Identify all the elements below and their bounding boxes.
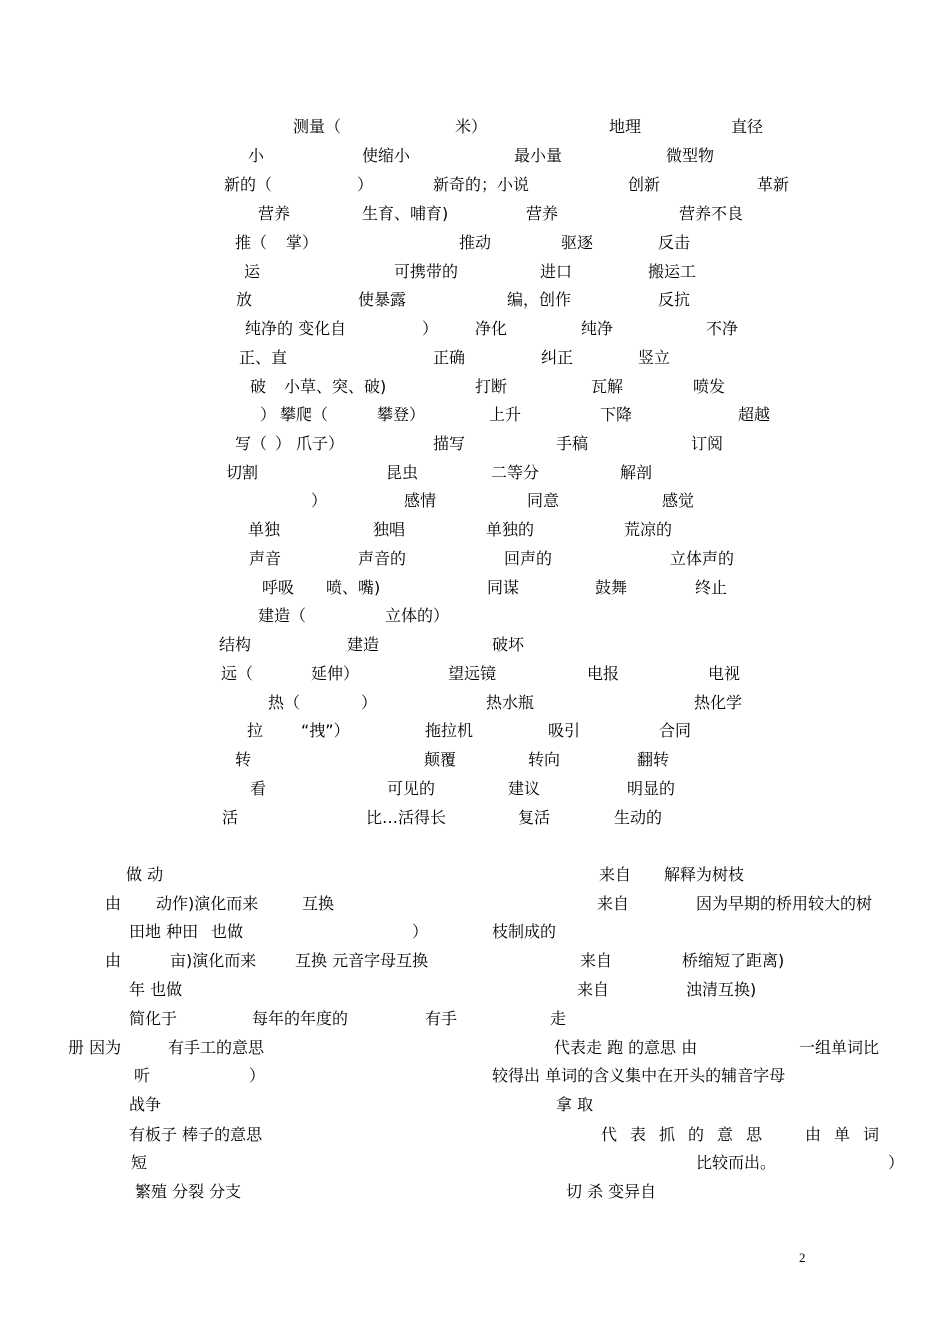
table-cell: 合同: [659, 721, 692, 740]
table-cell: 手稿: [556, 434, 589, 453]
table-cell: ）: [357, 175, 374, 194]
table-cell: 感情: [404, 491, 437, 510]
page-number: 2: [799, 1250, 806, 1265]
table-cell: ）: [260, 405, 277, 424]
table-cell: 写（: [235, 434, 268, 453]
note-text: ）: [249, 1066, 266, 1085]
table-cell: 米）: [455, 117, 488, 136]
table-cell: 正、直: [239, 348, 288, 367]
table-cell: 可见的: [387, 779, 436, 798]
table-cell: 营养: [526, 204, 559, 223]
table-cell: 瓦解: [591, 377, 624, 396]
table-cell: 攀爬（: [280, 405, 329, 424]
table-cell: 新奇的；小说: [433, 175, 530, 194]
table-cell: 订阅: [691, 434, 724, 453]
table-cell: 推动: [459, 233, 492, 252]
note-text: 田地 种田: [129, 922, 199, 941]
table-cell: 放: [236, 290, 253, 309]
table-cell: 反抗: [658, 290, 691, 309]
table-cell: 描写: [433, 434, 466, 453]
table-cell: 回声的: [504, 549, 553, 568]
table-cell: 看: [250, 779, 267, 798]
note-text: 拿 取: [556, 1095, 594, 1114]
note-text: 动作)演化而来: [156, 894, 259, 913]
table-cell: 攀登）: [377, 405, 426, 424]
note-text: 每年的年度的: [252, 1009, 349, 1028]
table-cell: 爪子）: [296, 434, 345, 453]
note-text: 有手: [425, 1009, 458, 1028]
table-cell: 上升: [489, 405, 522, 424]
table-cell: 解剖: [620, 463, 653, 482]
note-text: 册 因为: [68, 1038, 122, 1057]
note-text: 繁殖 分裂 分支: [135, 1182, 242, 1201]
table-cell: 转: [235, 750, 252, 769]
table-cell: 活: [222, 808, 239, 827]
note-text: 比较而出。: [696, 1153, 777, 1172]
table-cell: 单独的: [486, 520, 535, 539]
table-cell: 结构: [219, 635, 252, 654]
note-text: 桥缩短了距离): [682, 951, 785, 970]
note-text: 来自: [599, 865, 632, 884]
table-cell: 生育、哺育): [362, 204, 449, 223]
table-cell: 同谋: [487, 578, 520, 597]
note-text: 枝制成的: [492, 922, 557, 941]
note-text: 战争: [129, 1095, 162, 1114]
note-text: 做 动: [126, 865, 164, 884]
table-cell: 驱逐: [561, 233, 594, 252]
table-cell: 净化: [475, 319, 508, 338]
table-cell: 切割: [226, 463, 259, 482]
table-cell: 下降: [600, 405, 633, 424]
table-cell: 声音: [249, 549, 282, 568]
table-cell: 正确: [433, 348, 466, 367]
table-cell: 延伸）: [311, 664, 360, 683]
note-text: 切 杀 变异自: [566, 1182, 657, 1201]
table-cell: 创新: [628, 175, 661, 194]
table-cell: 地理: [609, 117, 642, 136]
table-cell: 纠正: [541, 348, 574, 367]
table-cell: 明显的: [627, 779, 676, 798]
table-cell: 建议: [508, 779, 541, 798]
table-cell: 建造: [347, 635, 380, 654]
table-cell: 二等分: [491, 463, 540, 482]
note-text: 因为早期的桥用较大的树: [696, 894, 873, 913]
note-text: 互换: [302, 894, 335, 913]
table-cell: 使缩小: [362, 146, 411, 165]
table-cell: 运: [244, 262, 261, 281]
note-text: 有板子 棒子的意思: [129, 1125, 263, 1144]
note-text: 浊清互换): [686, 980, 757, 999]
table-cell: 喷、嘴): [326, 578, 381, 597]
table-cell: 拉: [247, 721, 264, 740]
note-text: 代表抓的意思: [601, 1125, 776, 1144]
table-cell: 可携带的: [394, 262, 459, 281]
table-cell: 打断: [475, 377, 508, 396]
table-cell: 颠覆: [424, 750, 457, 769]
table-cell: 小草、突、破): [284, 377, 387, 396]
note-text: 走: [550, 1009, 567, 1028]
note-text: 解释为树枝: [664, 865, 745, 884]
table-cell: 反击: [658, 233, 691, 252]
note-text: 互换 元音字母互换: [295, 951, 429, 970]
table-cell: 电视: [708, 664, 741, 683]
table-cell: 竖立: [638, 348, 671, 367]
table-cell: 独唱: [373, 520, 406, 539]
note-text: 听: [134, 1066, 151, 1085]
note-text: 代表走 跑 的意思 由: [554, 1038, 698, 1057]
table-cell: 最小量: [514, 146, 563, 165]
note-text: ）: [412, 922, 429, 941]
table-cell: “拽”）: [301, 721, 350, 740]
table-cell: 望远镜: [448, 664, 497, 683]
table-cell: 同意: [527, 491, 560, 510]
note-text: ）: [888, 1153, 905, 1172]
table-cell: 测量（: [293, 117, 342, 136]
table-cell: 昆虫: [386, 463, 419, 482]
table-cell: ）: [275, 434, 292, 453]
table-cell: 单独: [248, 520, 281, 539]
table-cell: 远（: [221, 664, 254, 683]
note-text: 由单词: [805, 1125, 893, 1144]
table-cell: 营养不良: [679, 204, 744, 223]
note-text: 由: [105, 951, 122, 970]
table-cell: 热（: [268, 693, 301, 712]
table-cell: 推（: [235, 233, 268, 252]
note-text: 年 也做: [129, 980, 183, 999]
table-cell: 掌）: [286, 233, 319, 252]
note-text: 短: [131, 1153, 148, 1172]
table-cell: 超越: [738, 405, 771, 424]
table-cell: 破坏: [492, 635, 525, 654]
table-cell: 声音的: [358, 549, 407, 568]
table-cell: 热化学: [694, 693, 743, 712]
note-text: 简化于: [129, 1009, 178, 1028]
note-text: 一组单词比: [799, 1038, 880, 1057]
table-cell: 呼吸: [262, 578, 295, 597]
table-cell: 感觉: [662, 491, 695, 510]
table-cell: 荒凉的: [624, 520, 673, 539]
table-cell: ）: [361, 693, 378, 712]
table-cell: 比…活得长: [366, 808, 447, 827]
table-cell: 吸引: [548, 721, 581, 740]
table-cell: 热水瓶: [486, 693, 535, 712]
table-cell: 微型物: [666, 146, 715, 165]
table-cell: 转向: [528, 750, 561, 769]
table-cell: 立体的）: [385, 606, 450, 625]
table-cell: 纯净的 变化自: [245, 319, 347, 338]
note-text: 由: [105, 894, 122, 913]
table-cell: 直径: [731, 117, 764, 136]
table-cell: 革新: [757, 175, 790, 194]
table-cell: 营养: [258, 204, 291, 223]
table-cell: 生动的: [614, 808, 663, 827]
table-cell: 终止: [695, 578, 728, 597]
note-text: 亩)演化而来: [170, 951, 257, 970]
table-cell: 翻转: [637, 750, 670, 769]
table-cell: 鼓舞: [595, 578, 628, 597]
table-cell: 破: [250, 377, 267, 396]
note-text: 有手工的意思: [168, 1038, 265, 1057]
note-text: 较得出 单词的含义集中在开头的辅音字母: [492, 1066, 786, 1085]
note-text: 来自: [580, 951, 613, 970]
table-cell: 纯净: [581, 319, 614, 338]
table-cell: 拖拉机: [425, 721, 474, 740]
table-cell: 电报: [587, 664, 620, 683]
table-cell: ）: [311, 491, 328, 510]
table-cell: 新的（: [224, 175, 273, 194]
note-text: 也做: [211, 922, 244, 941]
table-cell: ）: [422, 319, 439, 338]
table-cell: 编，创作: [507, 290, 572, 309]
table-cell: 喷发: [693, 377, 726, 396]
note-text: 来自: [597, 894, 630, 913]
table-cell: 建造（: [258, 606, 307, 625]
table-cell: 进口: [540, 262, 573, 281]
note-text: 来自: [577, 980, 610, 999]
table-cell: 使暴露: [358, 290, 407, 309]
table-cell: 复活: [518, 808, 551, 827]
table-cell: 立体声的: [670, 549, 735, 568]
table-cell: 不净: [706, 319, 739, 338]
table-cell: 小: [248, 146, 265, 165]
table-cell: 搬运工: [648, 262, 697, 281]
